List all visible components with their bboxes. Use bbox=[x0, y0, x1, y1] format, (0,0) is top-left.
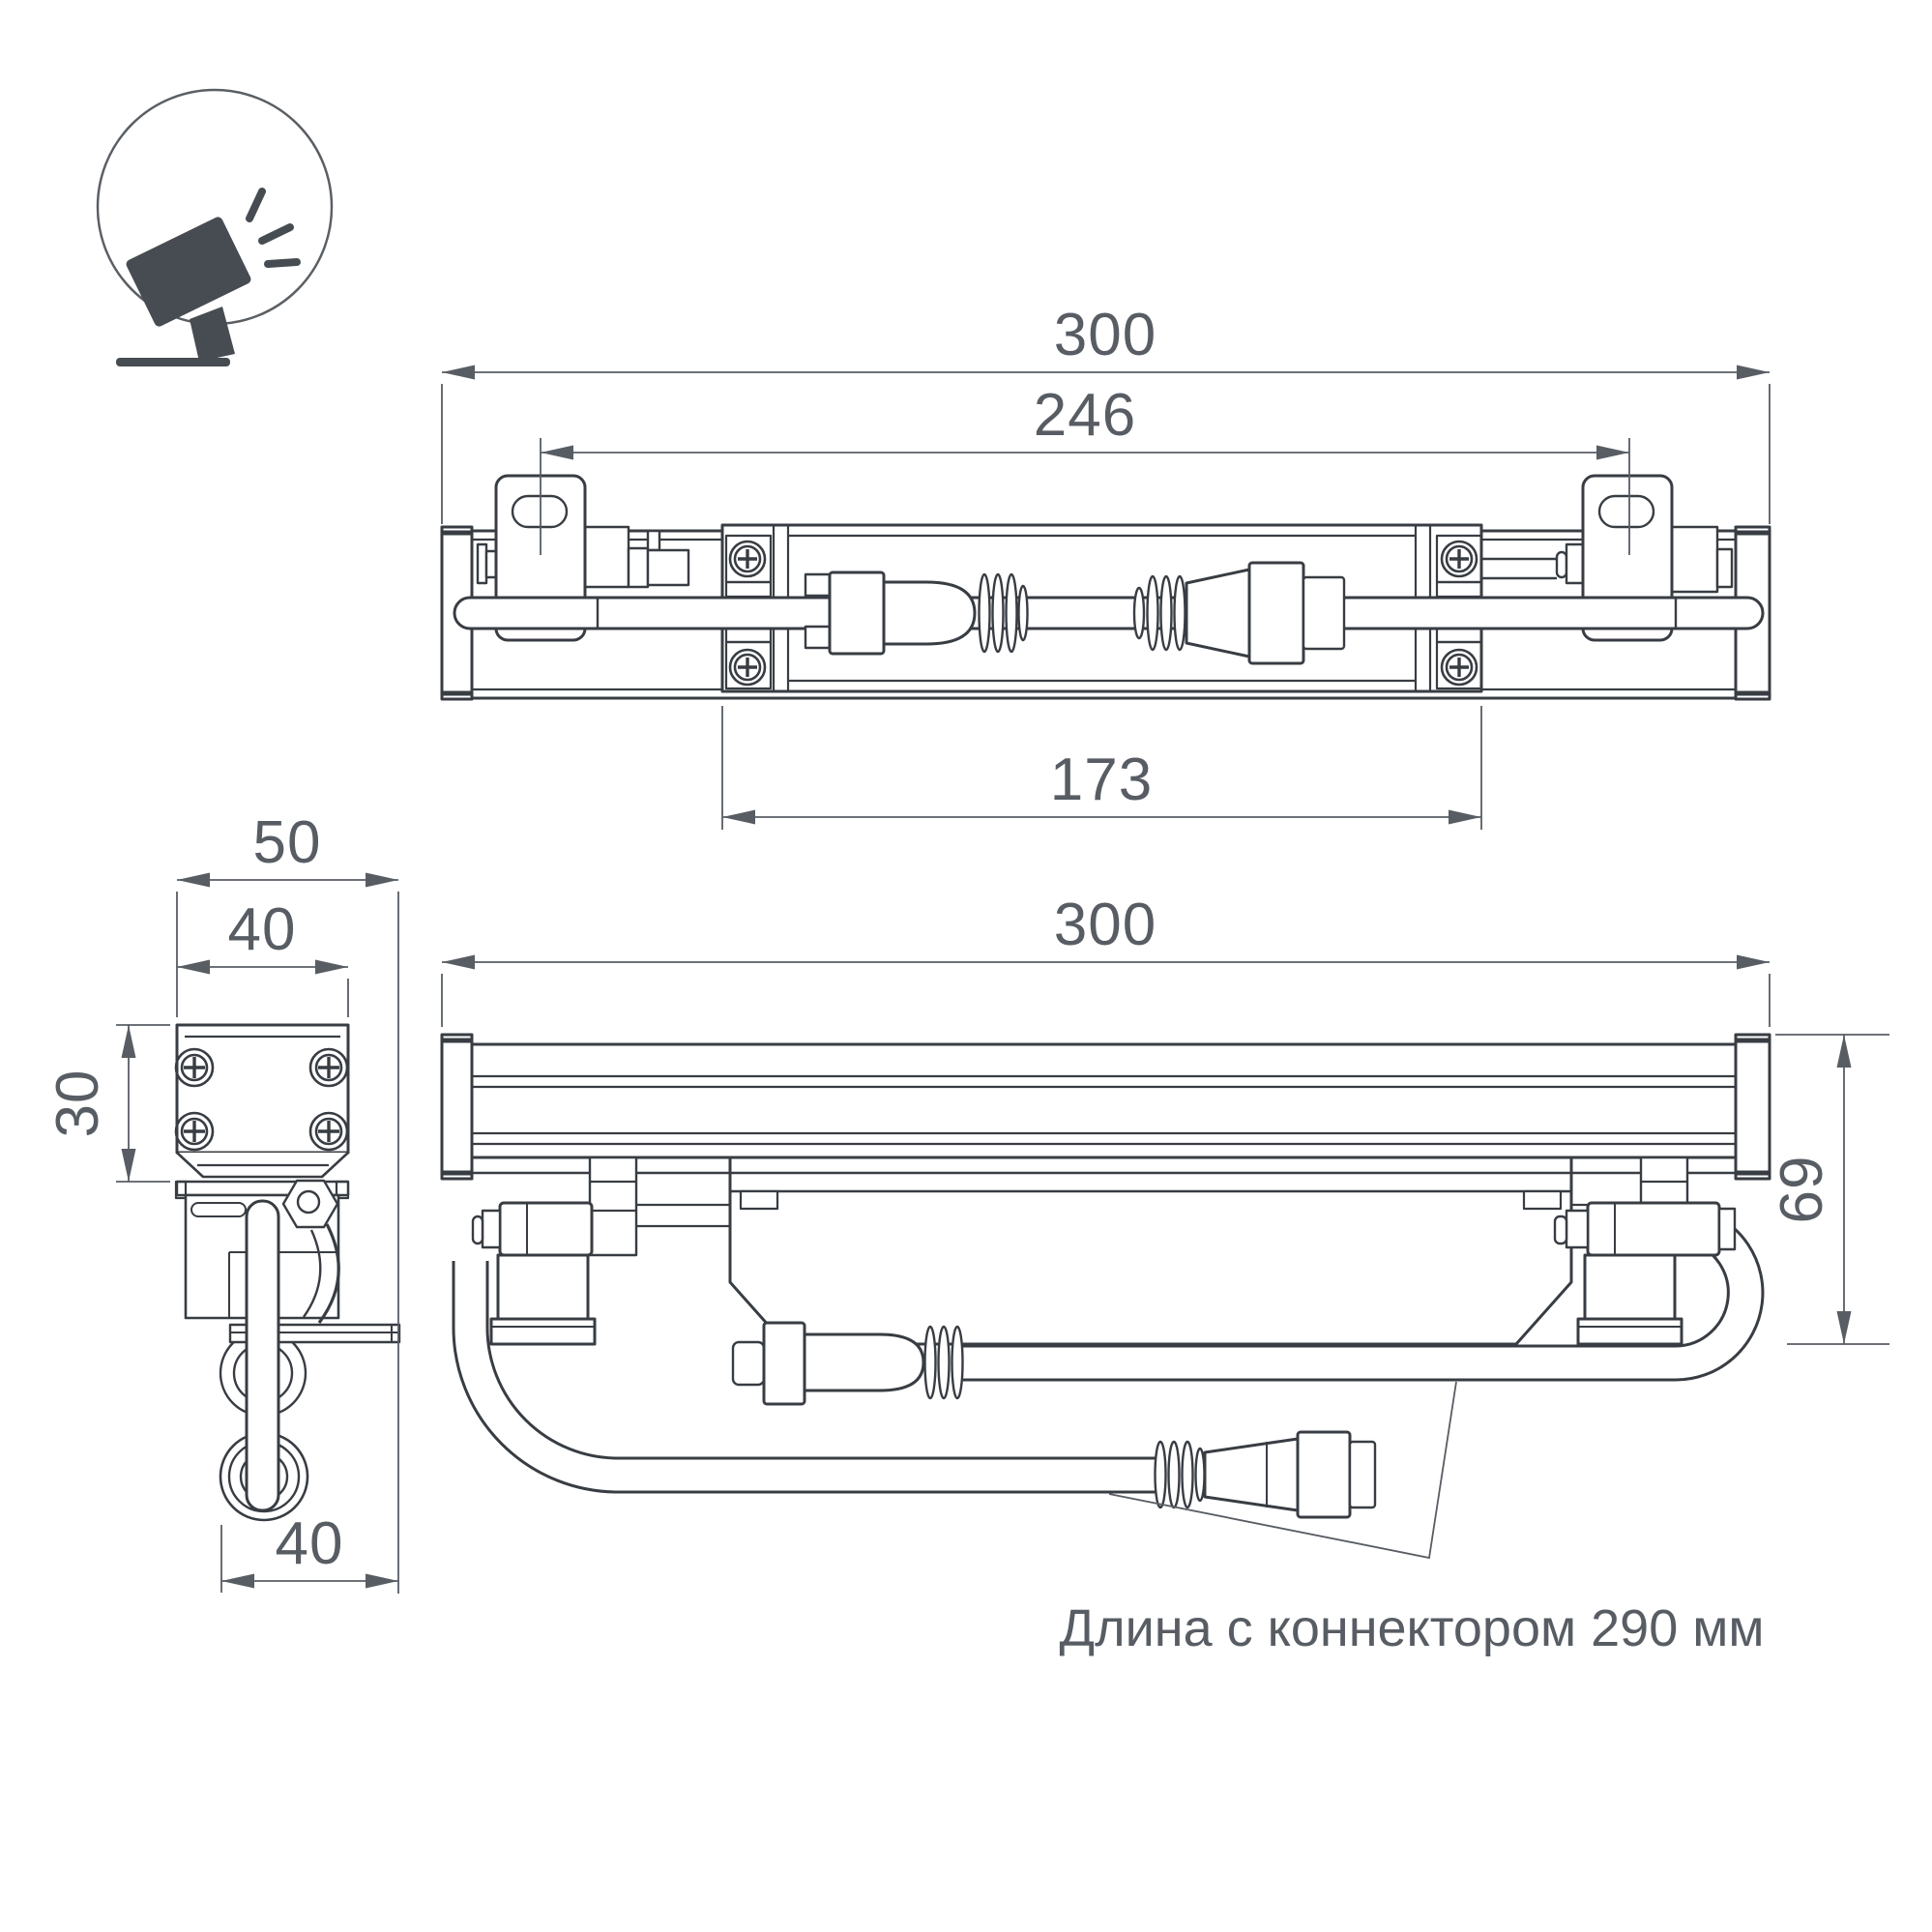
connector-length-note: Длина с коннектором 290 мм bbox=[1059, 1599, 1765, 1657]
ground-line bbox=[116, 358, 230, 366]
connector-male-side bbox=[733, 1323, 963, 1404]
dim-label-body-width: 40 bbox=[227, 896, 297, 963]
swivel-bolt-tip-right bbox=[1557, 552, 1566, 577]
dim-label-overall-height: 69 bbox=[1769, 1155, 1835, 1224]
connector-female-side bbox=[1156, 1432, 1376, 1517]
profile-bar-side bbox=[472, 1044, 1736, 1157]
bracket-leg-left bbox=[498, 1255, 588, 1319]
profile-body-end bbox=[177, 1025, 348, 1153]
swivel-knob-left bbox=[500, 1203, 592, 1255]
floodlight-icon bbox=[98, 90, 332, 366]
dim-label-cable-offset: 40 bbox=[275, 1510, 344, 1577]
dim-label-overall-width: 50 bbox=[252, 809, 322, 876]
bracket-foot-left bbox=[491, 1319, 595, 1344]
dim-label-side-overall: 300 bbox=[1053, 892, 1157, 958]
dim-label-body-height: 30 bbox=[44, 1068, 111, 1138]
driver-housing bbox=[636, 1157, 1641, 1344]
bracket-leg-right bbox=[1585, 1255, 1675, 1319]
dim-label-bracket-spacing: 246 bbox=[1033, 382, 1137, 449]
mounting-bracket-side-right bbox=[1555, 1157, 1735, 1344]
connector-male-top bbox=[805, 572, 1028, 654]
cable-drop bbox=[247, 1201, 278, 1510]
dim-label-module-length: 173 bbox=[1049, 746, 1154, 813]
end-view bbox=[176, 1025, 399, 1520]
dim-label-top-overall: 300 bbox=[1053, 302, 1157, 368]
swivel-bolt-tip-left bbox=[478, 544, 486, 583]
cable-top bbox=[454, 598, 1763, 629]
top-view bbox=[442, 476, 1770, 699]
end-cap-side-left bbox=[442, 1035, 472, 1179]
side-view bbox=[442, 1035, 1770, 1517]
mounting-bracket-side-left bbox=[473, 1157, 636, 1344]
swivel-bolt-hex-right bbox=[1566, 544, 1583, 583]
connector-female-top bbox=[1134, 563, 1344, 663]
bracket-foot-right bbox=[1578, 1319, 1682, 1344]
swivel-knob-right bbox=[1588, 1203, 1719, 1255]
end-cap-side-right bbox=[1736, 1035, 1770, 1179]
